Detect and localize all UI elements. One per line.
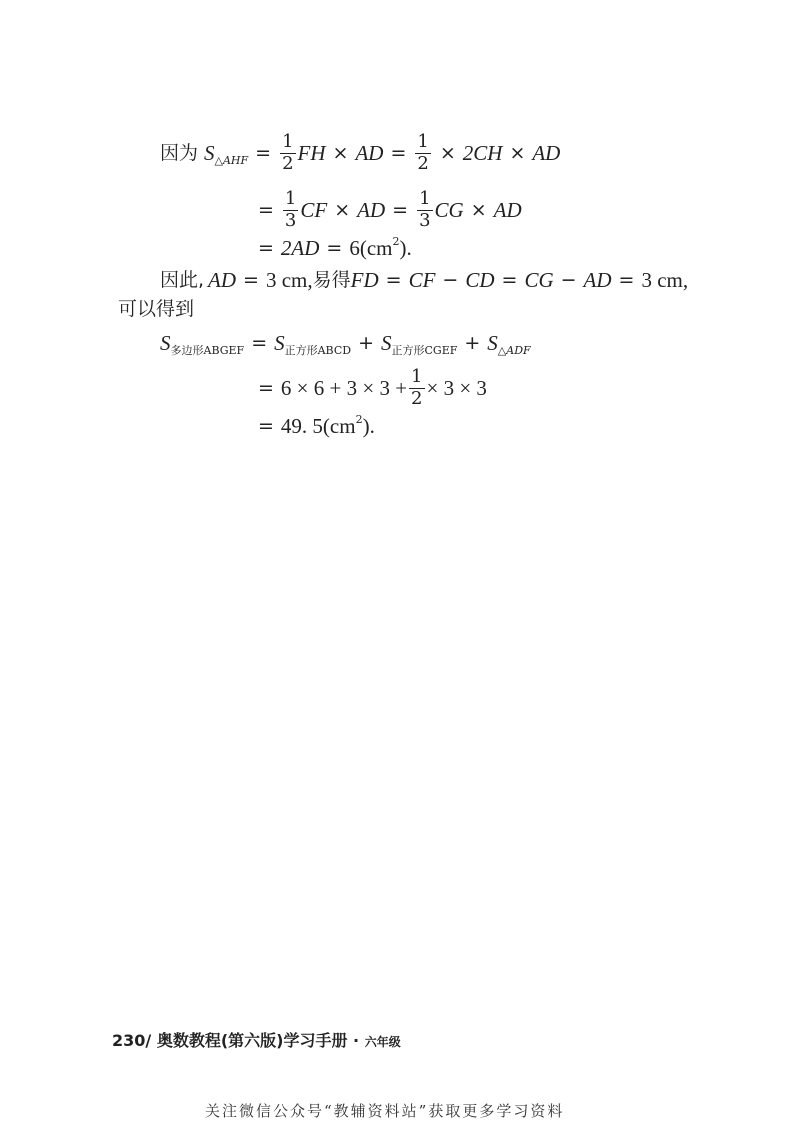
area-symbol: S: [381, 331, 392, 355]
times-sign: ×: [439, 141, 456, 164]
fraction-half: [280, 133, 295, 174]
equals-sign: =: [258, 376, 274, 399]
value-49-5cm: 49. 5(cm: [280, 414, 356, 438]
product-expression: × 3 × 3: [426, 375, 487, 400]
equals-sign: =: [392, 198, 409, 221]
area-symbol: S: [160, 331, 171, 355]
fraction-third: [283, 190, 298, 231]
segment-ad: AD: [355, 140, 384, 165]
segment-ad: AD: [532, 140, 561, 165]
area-subscript: 正方形CGEF: [391, 344, 458, 357]
denominator: 2: [282, 152, 294, 174]
grade-label: 六年级: [364, 1035, 401, 1049]
segment-cd: CD: [465, 268, 495, 292]
equals-sign: =: [243, 269, 259, 291]
equation-line-4: [160, 270, 688, 291]
area-subscript: 多边形ABGEF: [170, 344, 245, 357]
minus-sign: −: [560, 269, 577, 291]
page-number: 230: [112, 1031, 146, 1050]
value-6cm: 6(cm: [349, 236, 393, 260]
area-symbol: S: [487, 331, 498, 355]
superscript-2: 2: [355, 413, 363, 426]
plus-sign: +: [358, 332, 374, 354]
plus-sign: +: [464, 332, 481, 354]
segment-ad: AD: [493, 197, 522, 222]
equals-sign: =: [251, 332, 268, 354]
equation-line-3: [258, 235, 412, 260]
segment-fd: FD: [350, 268, 379, 292]
sum-expression: 6 × 6 + 3 × 3 +: [280, 375, 408, 400]
text-because: 因为: [160, 141, 199, 164]
equals-sign: =: [501, 269, 518, 291]
footer-bullet: ·: [353, 1031, 360, 1050]
text-easily: 易得: [312, 269, 351, 291]
segment-cf: CF: [408, 268, 436, 292]
segment-cf: CF: [300, 197, 328, 222]
page-footer: [112, 1028, 401, 1051]
equals-sign: =: [385, 269, 402, 291]
segment-fh: FH: [297, 140, 326, 165]
segment-cg: CG: [524, 268, 554, 292]
segment-ad: AD: [208, 268, 237, 292]
value-3cm: 3 cm,: [641, 268, 689, 292]
numerator: 1: [284, 188, 297, 209]
equals-sign: =: [258, 237, 274, 259]
equation-line-6: [160, 331, 531, 357]
times-sign: ×: [509, 141, 526, 164]
area-symbol: S: [204, 140, 215, 165]
times-sign: ×: [334, 198, 351, 221]
equals-sign: =: [255, 141, 272, 164]
equals-sign: =: [326, 237, 343, 259]
equals-sign: =: [618, 269, 635, 291]
book-title: / 奥数教程(第六版)学习手册: [145, 1031, 348, 1050]
numerator: 1: [417, 131, 429, 152]
value-3cm: 3 cm,: [265, 268, 313, 292]
equation-line-2: [258, 190, 522, 231]
expr-2ad: 2AD: [280, 236, 320, 260]
superscript-2: 2: [392, 235, 400, 248]
equals-sign: =: [258, 198, 274, 221]
denominator: 2: [417, 152, 429, 174]
minus-sign: −: [442, 269, 459, 291]
numerator: 1: [282, 131, 294, 152]
equation-line-7: [258, 368, 487, 409]
times-sign: ×: [332, 141, 349, 164]
close-paren: ).: [362, 414, 375, 438]
fraction-third: [417, 190, 432, 231]
equals-sign: =: [390, 141, 407, 164]
fraction-half: [415, 133, 430, 174]
denominator: 3: [419, 209, 431, 231]
area-subscript: △AHF: [214, 153, 249, 167]
close-paren: ).: [399, 236, 412, 260]
text-we-get: 可以得到: [118, 298, 195, 320]
equation-line-1: [160, 133, 560, 174]
segment-cg: CG: [434, 197, 464, 222]
text-therefore: 因此,: [160, 269, 205, 291]
equals-sign: =: [258, 415, 274, 437]
denominator: 2: [411, 387, 423, 409]
area-subscript: 正方形ABCD: [284, 344, 352, 357]
area-subscript: △ADF: [497, 344, 531, 357]
numerator: 1: [411, 366, 423, 387]
watermark-text: 关注微信公众号“教辅资料站”获取更多学习资料: [205, 1102, 565, 1120]
equation-line-5: [118, 300, 194, 319]
numerator: 1: [419, 188, 431, 209]
times-sign: ×: [470, 198, 487, 221]
segment-2ch: 2CH: [462, 140, 503, 165]
fraction-half: [409, 368, 424, 409]
equation-line-8: [258, 413, 375, 438]
area-symbol: S: [274, 331, 285, 355]
denominator: 3: [284, 209, 297, 231]
segment-ad: AD: [583, 268, 612, 292]
segment-ad: AD: [357, 197, 386, 222]
